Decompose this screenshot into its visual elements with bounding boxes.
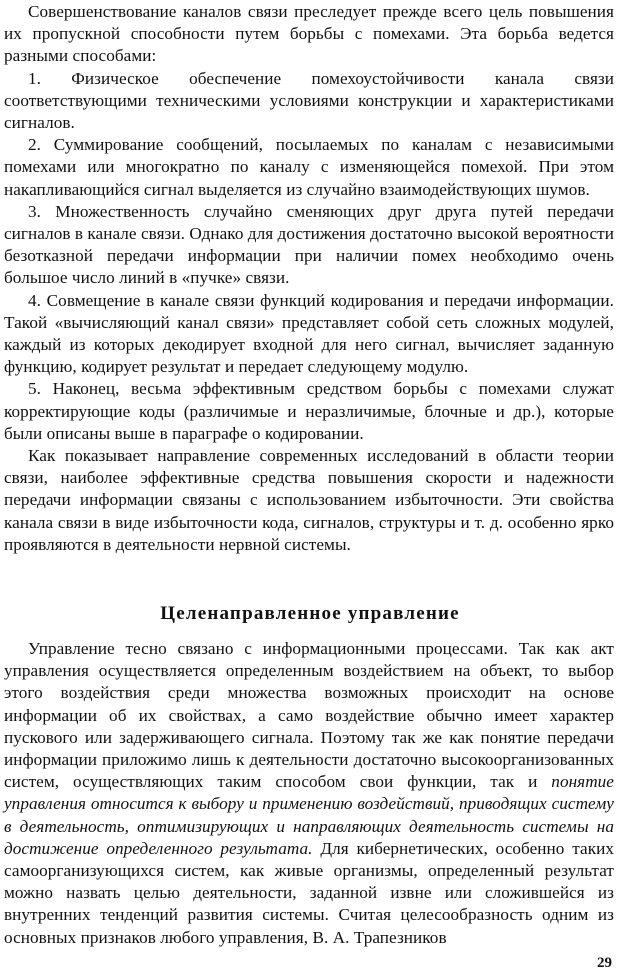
paragraph-method-3: 3. Множественность случайно сменяющих друг друга путей передачи сигналов в канале связи. Однако для достижения достаточно высокой вероятности безотказной передачи информации при наличии помех необходимо очень большое число линий в «пучке» связи. bbox=[4, 201, 614, 288]
paragraph-method-2: 2. Суммирование сообщений, посылаемых по каналам с независимыми помехами или многократно по каналу с изменяющейся помехой. При этом накапливающийся сигнал выделяется из случайно взаимодействующих шумов. bbox=[4, 135, 614, 199]
intro-text bbox=[4, 1, 614, 556]
paragraph-control bbox=[4, 638, 614, 949]
paragraph-method-1: 1. Физическое обеспечение помехоустойчивости канала связи соответствующими техническими условиями конструкции и характеристиками сигналов. bbox=[4, 68, 614, 133]
page-number: 29 bbox=[597, 955, 612, 971]
paragraph-control-start: Управление тесно связано с информационными процессами. Так как акт управления осуществляется определенным воздействием на объект, то выбор этого воздействия среди множества возможных происходит на основе информации об их свойствах, а само воздействие обычно имеет характер пускового или задерживающего сигнала. Поэтому так же как понятие передачи информации приложимо лишь к деятельности достаточно высокоорганизованных систем, осуществляющих таким способом свои функции, так и bbox=[4, 639, 614, 792]
section-heading: Целенаправленное управление bbox=[160, 603, 460, 624]
paragraph-noise-intro: Совершенствование каналов связи преследует прежде всего цель повышения их пропускной способности путем борьбы с помехами. Эта борьба ведется разными способами: bbox=[4, 2, 614, 66]
paragraph-redundancy: Как показывает направление современных исследований в области теории связи, наиболее эффективные средства повышения скорости и надежности передачи информации связаны с использованием избыточности. Эти свойства канала связи в виде избыточности кода, сигналов, структуры и т. д. особенно ярко проявляются в деятельности нервной системы. bbox=[4, 446, 614, 554]
paragraph-method-4: 4. Совмещение в канале связи функций кодирования и передачи информации. Такой «вычисляющий канал связи» представляет собой сеть сложных модулей, каждый из которых декодирует входной для него сигнал, вычисляет заданную функцию, кодирует результат и передает следующему модулю. bbox=[4, 290, 614, 377]
section-text bbox=[4, 638, 614, 949]
paragraph-method-5: 5. Наконец, весьма эффективным средством борьбы с помехами служат корректирующие коды (различимые и неразличимые, блочные и др.), которые были описаны выше в параграфе о кодировании. bbox=[4, 379, 614, 443]
paragraph-control-italic: понятие управления относится к выбору и применению воздействий, приводящих систему в деятельность, оптимизирующих и направляющих деятельность системы на достижение определенного результата. bbox=[4, 772, 614, 858]
paragraph-control-end: Для кибернетических, особенно таких самоорганизующихся систем, как живые организмы, определенный результат можно назвать целью деятельности, заданной извне или сложившейся из внутренних тенденций развития системы. Считая целесообразность одним из основных признаков любого управления, В. А. Трапезников bbox=[4, 838, 614, 947]
